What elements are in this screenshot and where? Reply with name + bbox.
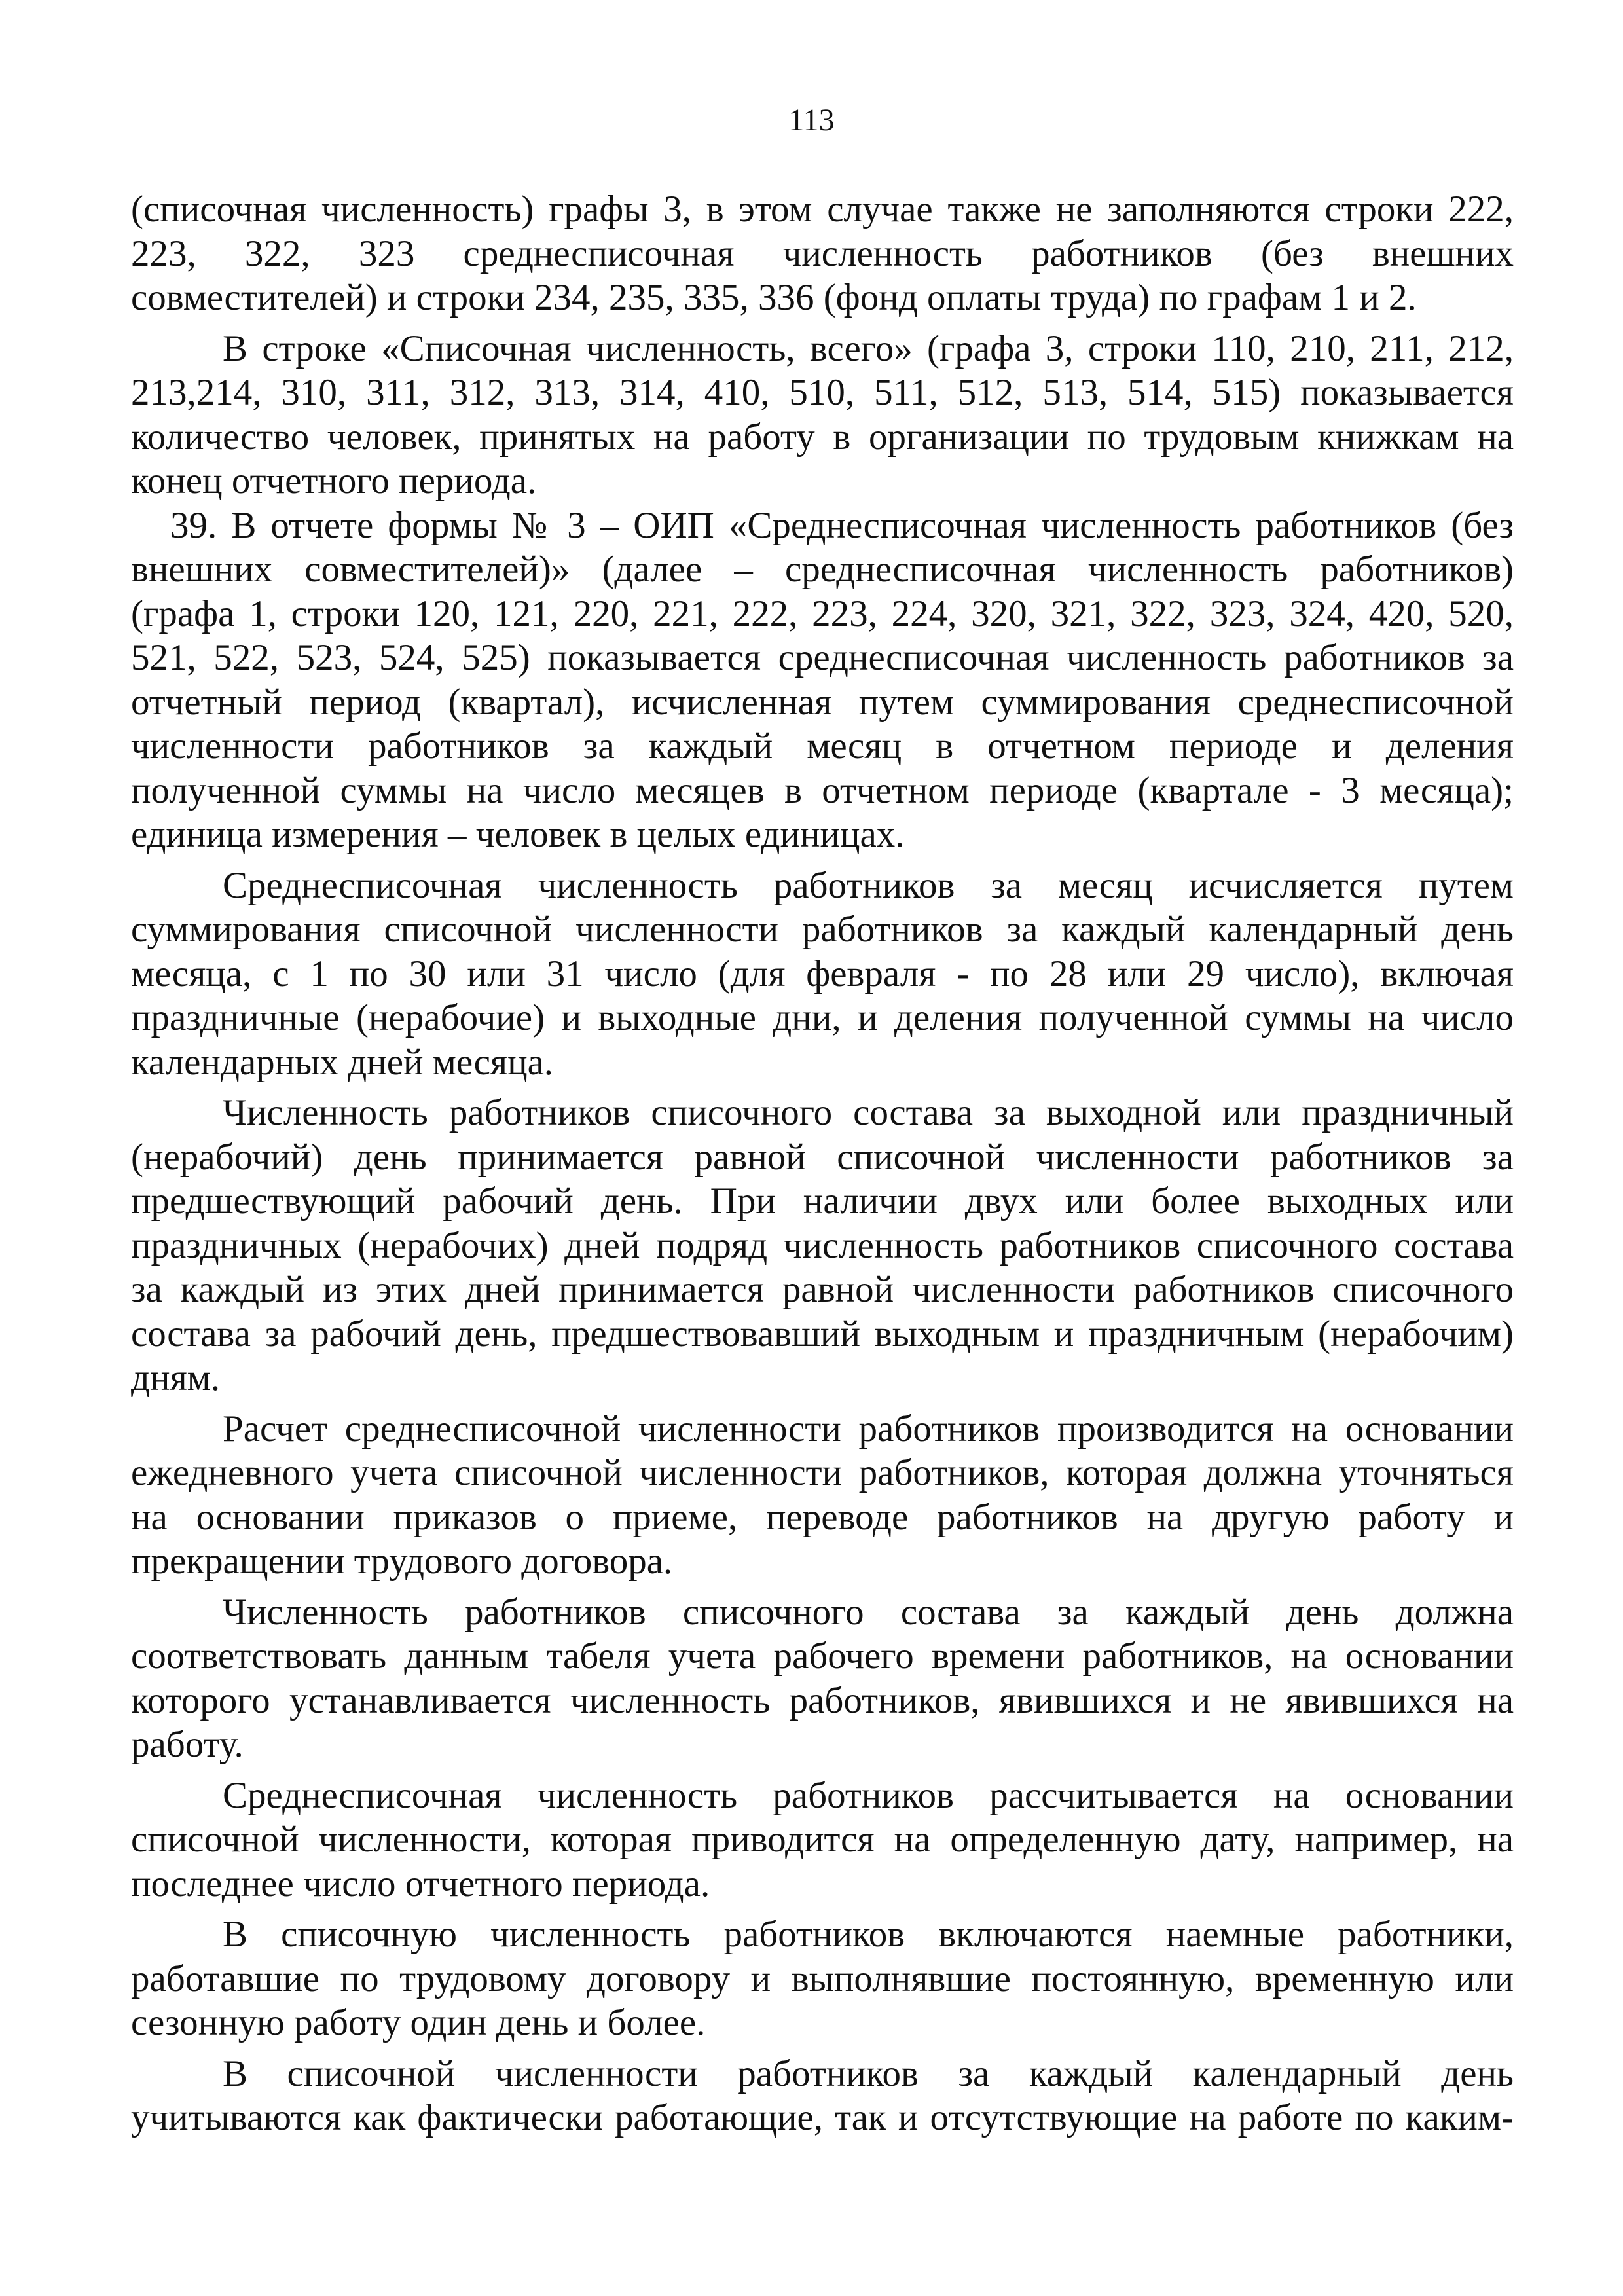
text-line: 39. В отчете формы № 3 – ОИП «Среднесписочная численность работников (без (170, 504, 1514, 546)
page-number: 113 (788, 103, 835, 137)
text-line: 213,214, 310, 311, 312, 313, 314, 410, 510, 511, 512, 513, 514, 515) показывается (131, 372, 1514, 413)
text-line: суммирования списочной численности работников за каждый календарный день (131, 909, 1514, 950)
text-line: работу. (131, 1724, 244, 1765)
text-line: 521, 522, 523, 524, 525) показывается среднесписочная численность работников за (131, 637, 1514, 678)
text-line: праздничные (нерабочие) и выходные дни, и деления полученной суммы на число (131, 997, 1514, 1038)
text-line: прекращении трудового договора. (131, 1540, 673, 1582)
text-line: списочной численности, которая приводится на определенную дату, например, на (131, 1819, 1514, 1860)
text-line: Численность работников списочного состава за каждый день должна (223, 1591, 1514, 1633)
text-line: за каждый из этих дней принимается равной численности работников списочного (131, 1269, 1514, 1310)
paragraph-8 (131, 1774, 1514, 1906)
text-line: которого устанавливается численность работников, явившихся и не явившихся на (131, 1679, 1514, 1721)
text-line: конец отчетного периода. (131, 460, 537, 501)
text-line: Среднесписочная численность работников за месяц исчисляется путем (223, 864, 1514, 906)
text-line: 223, 322, 323 среднесписочная численность работников (без внешних (131, 232, 1514, 274)
text-line: учитываются как фактически работающие, так и отсутствующие на работе по каким- (131, 2097, 1514, 2138)
paragraph-7 (131, 1590, 1514, 1767)
text-line: В строке «Списочная численность, всего» (графа 3, строки 110, 210, 211, 212, (223, 327, 1514, 369)
text-line: В списочной численности работников за каждый календарный день (223, 2052, 1514, 2094)
text-line: (нерабочий) день принимается равной списочной численности работников за (131, 1136, 1514, 1178)
text-line: В списочную численность работников включаются наемные работники, (223, 1914, 1514, 1955)
paragraph-2 (131, 327, 1514, 503)
text-line: (графа 1, строки 120, 121, 220, 221, 222, 223, 224, 320, 321, 322, 323, 324, 420, 520, (131, 592, 1514, 634)
text-line: сезонную работу один день и более. (131, 2002, 706, 2043)
text-line: состава за рабочий день, предшествовавший выходным и праздничным (нерабочим) (131, 1313, 1514, 1355)
text-line: отчетный период (квартал), исчисленная путем суммирования среднесписочной (131, 681, 1514, 723)
text-line: предшествующий рабочий день. При наличии двух или более выходных или (131, 1180, 1514, 1222)
paragraph-10 (131, 2052, 1514, 2140)
text-line: единица измерения – человек в целых единицах. (131, 814, 905, 855)
text-line: Численность работников списочного состава за выходной или праздничный (223, 1092, 1514, 1133)
document-body (131, 187, 1514, 2140)
text-line: численности работников за каждый месяц в отчетном периоде и деления (131, 725, 1514, 767)
paragraph-4 (131, 864, 1514, 1085)
text-line: внешних совместителей)» (далее – среднесписочная численность работников) (131, 549, 1514, 590)
text-line: праздничных (нерабочих) дней подряд численность работников списочного состава (131, 1224, 1514, 1266)
text-line: ежедневного учета списочной численности работников, которая должна уточняться (131, 1452, 1514, 1493)
paragraph-1 (131, 187, 1514, 320)
paragraph-5 (131, 1091, 1514, 1400)
text-line: последнее число отчетного периода. (131, 1863, 710, 1904)
paragraph-3 (131, 503, 1514, 857)
paragraph-9 (131, 1912, 1514, 2045)
text-line: (списочная численность) графы 3, в этом случае также не заполняются строки 222, (131, 189, 1514, 230)
text-line: Среднесписочная численность работников рассчитывается на основании (223, 1774, 1514, 1816)
text-line: количество человек, принятых на работу в организации по трудовым книжкам на (131, 416, 1514, 458)
text-line: дням. (131, 1357, 221, 1398)
text-line: Расчет среднесписочной численности работников производится на основании (223, 1408, 1514, 1449)
text-line: соответствовать данным табеля учета рабочего времени работников, на основании (131, 1635, 1514, 1677)
text-line: месяца, с 1 по 30 или 31 число (для февраля - по 28 или 29 число), включая (131, 953, 1514, 994)
text-line: полученной суммы на число месяцев в отчетном периоде (квартале - 3 месяца); (131, 769, 1514, 811)
text-line: совместителей) и строки 234, 235, 335, 336 (фонд оплаты труда) по графам 1 и 2. (131, 277, 1417, 318)
text-line: календарных дней месяца. (131, 1041, 554, 1083)
text-line: работавшие по трудовому договору и выполнявшие постоянную, временную или (131, 1958, 1514, 1999)
paragraph-6 (131, 1407, 1514, 1584)
text-line: на основании приказов о приеме, переводе работников на другую работу и (131, 1496, 1514, 1538)
